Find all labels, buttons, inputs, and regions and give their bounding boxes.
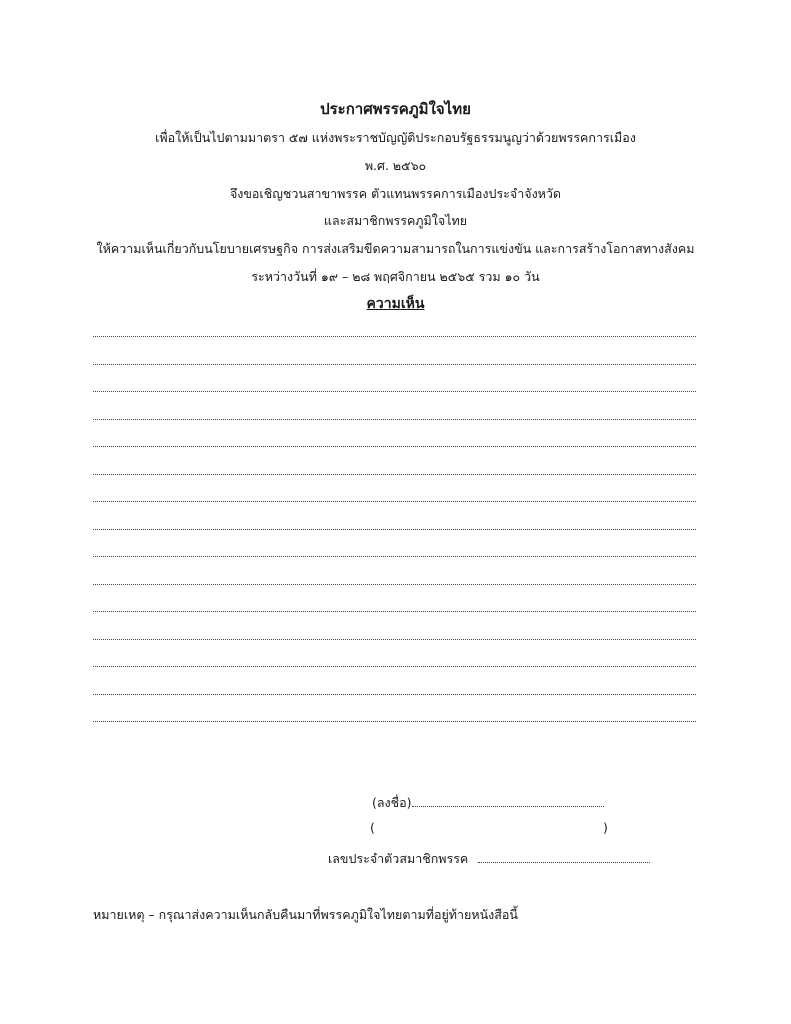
printed-name-field[interactable] <box>382 820 594 838</box>
answer-line[interactable] <box>93 721 696 722</box>
answer-line[interactable] <box>93 474 696 475</box>
member-id-row <box>328 849 650 869</box>
answer-line[interactable] <box>93 391 696 392</box>
member-id-label: เลขประจำตัวสมาชิกพรรค <box>328 851 469 866</box>
name-paren-close: ) <box>603 820 608 835</box>
answer-line[interactable] <box>93 529 696 530</box>
header-line-members: และสมาชิกพรรคภูมิใจไทย <box>323 213 468 228</box>
answer-line[interactable] <box>93 364 696 365</box>
signature-label: (ลงชื่อ) <box>372 795 412 810</box>
answer-line[interactable] <box>93 446 696 447</box>
header-line-topic: ให้ความเห็นเกี่ยวกับนโยบายเศรษฐกิจ การส่งเสริมขีดความสามารถในการแข่งขัน และการสร้างโอกาสทางสังคม <box>96 241 695 256</box>
answer-line[interactable] <box>93 611 696 612</box>
header-line-year: พ.ศ. ๒๕๖๐ <box>364 158 427 173</box>
answer-line[interactable] <box>93 501 696 502</box>
answer-line[interactable] <box>93 666 696 667</box>
footer-note: หมายเหตุ – กรุณาส่งความเห็นกลับคืนมาที่พรรคภูมิใจไทยตามที่อยู่ท้ายหนังสือนี้ <box>93 907 518 922</box>
answer-line[interactable] <box>93 584 696 585</box>
member-id-field[interactable] <box>478 861 650 863</box>
header-line-invite: จึงขอเชิญชวนสาขาพรรค ตัวแทนพรรคการเมืองประจำจังหวัด <box>229 186 562 201</box>
answer-line[interactable] <box>93 336 696 337</box>
header-line-dates: ระหว่างวันที่ ๑๙ – ๒๘ พฤศจิกายน ๒๕๖๕ รวม ๑๐ วัน <box>251 269 540 284</box>
signature-row <box>372 793 604 813</box>
page-title: ประกาศพรรคภูมิใจไทย <box>320 100 471 118</box>
opinion-heading: ความเห็น <box>366 296 425 312</box>
answer-line[interactable] <box>93 694 696 695</box>
name-paren-open: ( <box>370 820 375 835</box>
signature-field[interactable] <box>412 805 604 807</box>
answer-line[interactable] <box>93 639 696 640</box>
answer-line[interactable] <box>93 556 696 557</box>
header-line-law: เพื่อให้เป็นไปตามมาตรา ๕๗ แห่งพระราชบัญญัติประกอบรัฐธรรมนูญว่าด้วยพรรคการเมือง <box>155 130 636 145</box>
answer-line[interactable] <box>93 419 696 420</box>
